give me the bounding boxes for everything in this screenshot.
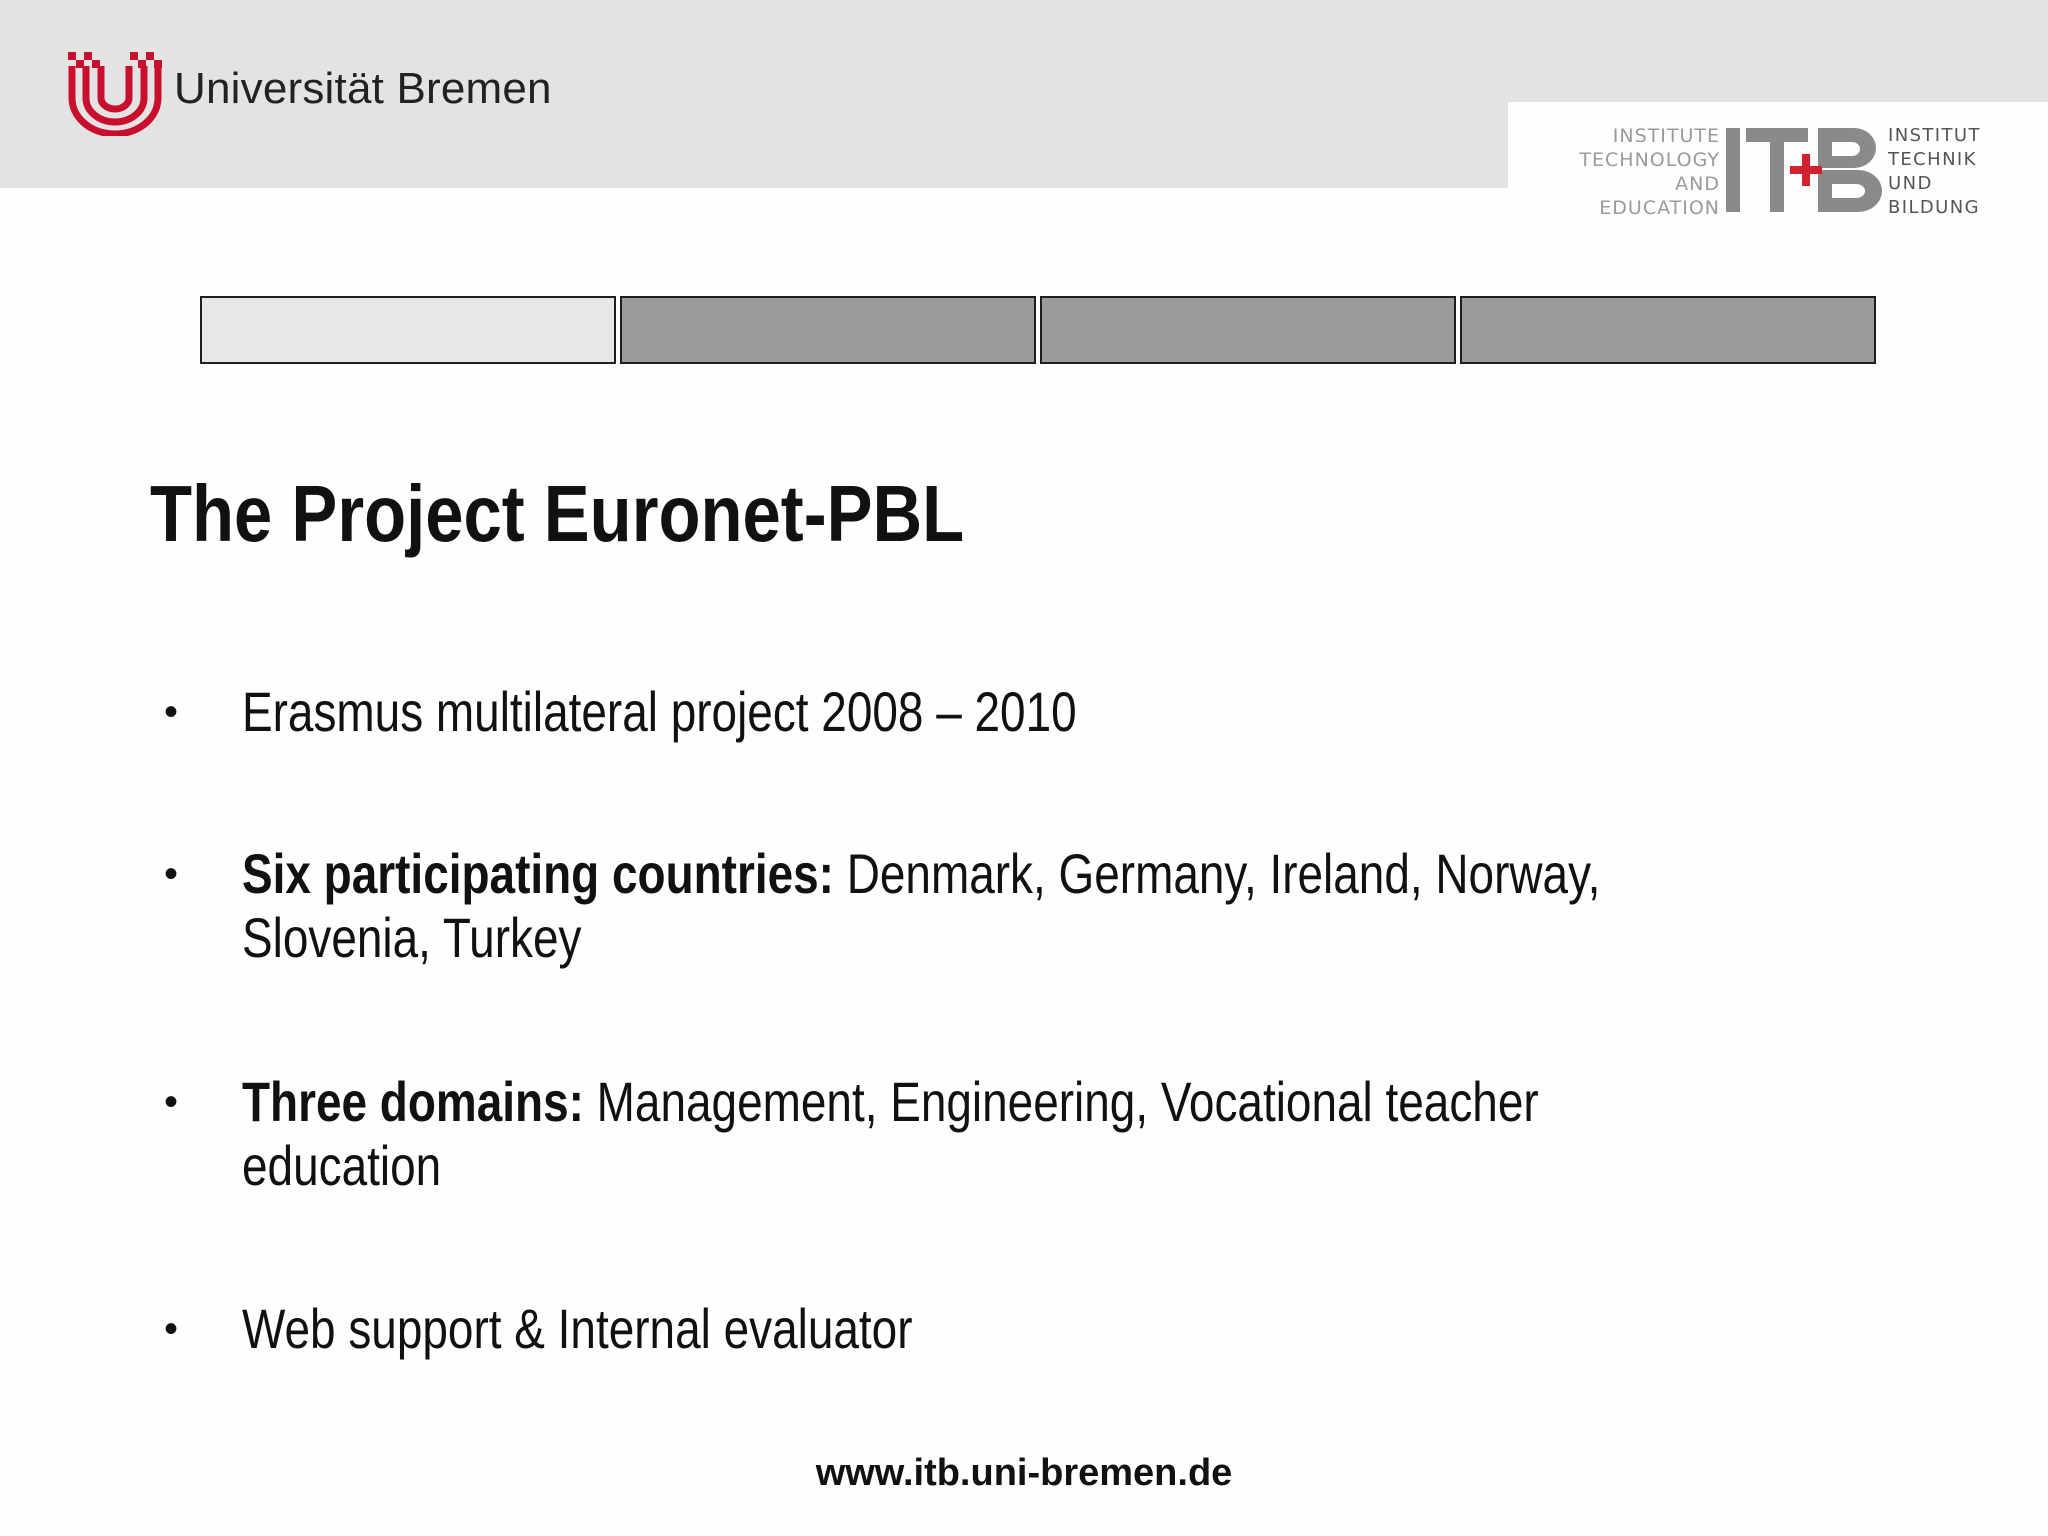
bullet-text [242,842,1734,970]
itb-de-line: UND [1888,173,1933,194]
itb-de-line: BILDUNG [1888,197,1980,218]
header-band-right [1508,0,2048,102]
bullet-body: Management, Engineering, Vocational teacher education [242,1070,1539,1197]
progress-segment-4 [1460,296,1876,364]
bullet-marker: • [164,852,179,896]
bullet-item [160,1297,2048,1361]
bullet-item [160,1070,2048,1198]
itb-institute-name-de [1888,124,2028,220]
bullet-marker: • [164,1307,179,1351]
bullet-marker: • [164,1080,179,1124]
bullet-item [160,680,2048,744]
itb-en-line: TECHNOLOGY [1579,149,1720,171]
bullet-bold-label: Three domains: [242,1070,584,1133]
bullet-item [160,842,2048,970]
bullet-body: Denmark, Germany, Ireland, Norway, Slovenia, Turkey [242,842,1601,969]
slide-title: The Project Euronet-PBL [150,469,965,558]
bullet-body: Erasmus multilateral project 2008 – 2010 [242,680,1077,743]
itb-de-line: INSTITUT [1888,125,1981,146]
itb-en-line: INSTITUTE [1612,125,1720,147]
bullet-text [242,1070,1734,1198]
progress-segment-1 [200,296,616,364]
bullet-marker: • [164,690,179,734]
itb-en-line: AND [1675,173,1720,195]
itb-en-line: EDUCATION [1599,197,1720,219]
progress-segment-2 [620,296,1036,364]
section-progress-bar [200,296,1876,364]
universitaet-bremen-logo-icon [68,52,162,136]
university-name: Universität Bremen [174,64,552,113]
progress-segment-3 [1040,296,1456,364]
bullet-body: Web support & Internal evaluator [242,1297,913,1360]
itb-institute-name-en [1560,124,1720,220]
bullet-text [242,1297,1734,1361]
bullet-text [242,680,1734,744]
itb-logo-icon [1726,126,1886,216]
footer-url: www.itb.uni-bremen.de [815,1452,1233,1494]
bullet-bold-label: Six participating countries: [242,842,834,905]
itb-de-line: TECHNIK [1888,149,1977,170]
